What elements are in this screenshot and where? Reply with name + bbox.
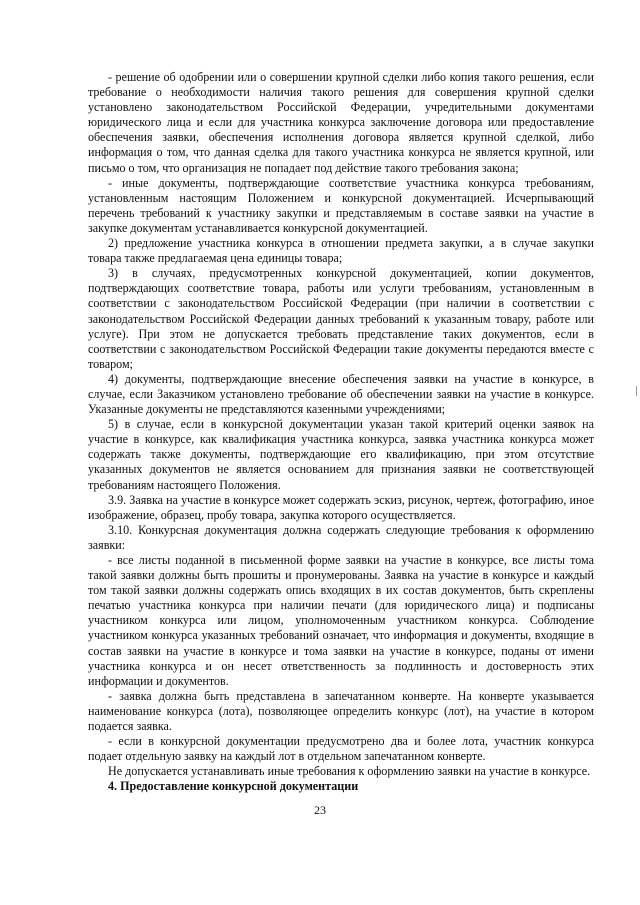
paragraph-item-4: 4) документы, подтверждающие внесение обеспечения заявки на участие в конкурсе, в случае, если Заказчиком установлено требование об обеспечении заявки на участие в конкурсе. Указанные документы не представляются казенными учреждениями; bbox=[88, 371, 594, 417]
page-body bbox=[88, 70, 594, 795]
paragraph-large-transaction: - решение об одобрении или о совершении крупной сделки либо копия такого решения, если требование о необходимости наличия такого решения для совершения крупной сделки установлено законодательством Российской Федерации, учредительными документами юридического лица и если для участника конкурса заключение договора или предоставление обеспечения заявки, обеспечения исполнения договора является крупной сделкой, либо информация о том, что данная сделка для такого участника конкурса не является крупной, или письмо о том, что организация не попадает под действие такого требования закона; bbox=[88, 70, 594, 175]
paragraph-3-9: 3.9. Заявка на участие в конкурсе может содержать эскиз, рисунок, чертеж, фотографию, иное изображение, образец, пробу товара, закупка которого осуществляется. bbox=[88, 492, 594, 522]
page-number: 23 bbox=[314, 803, 326, 817]
paragraph-item-3: 3) в случаях, предусмотренных конкурсной документацией, копии документов, подтверждающих соответствие товара, работы или услуги требованиям, установленным в соответствии с законодательством Российской Федерации (при наличии в соответствии с законодательством Российской Федерации данных требований к указанным товару, работе или услуге). При этом не допускается требовать представление таких документов, если в соответствии с законодательством Российской Федерации такие документы передаются вместе с товаром; bbox=[88, 266, 594, 371]
scan-edge-mark bbox=[636, 386, 637, 396]
paragraph-other-documents: - иные документы, подтверждающие соответствие участника конкурса требованиям, установленным настоящим Положением и конкурсной документацией. Исчерпывающий перечень требований к участнику закупки и представляемым в составе заявки на участие в закупке документам устанавливается конкурсной документацией. bbox=[88, 175, 594, 235]
paragraph-item-5: 5) в случае, если в конкурсной документации указан такой критерий оценки заявок на участие в конкурсе, как квалификация участника конкурса, заявка участника конкурса может содержать также документы, подтверждающие его квалификацию, при этом отсутствие указанных документов не является основанием для признания заявки не соответствующей требованиям настоящего Положения. bbox=[88, 417, 594, 492]
paragraph-3-10: 3.10. Конкурсная документация должна содержать следующие требования к оформлению заявки: bbox=[88, 522, 594, 552]
paragraph-multiple-lots: - если в конкурсной документации предусмотрено два и более лота, участник конкурса подает отдельную заявку на каждый лот в отдельном запечатанном конверте. bbox=[88, 734, 594, 764]
paragraph-no-other-requirements: Не допускается устанавливать иные требования к оформлению заявки на участие в конкурсе. bbox=[108, 764, 591, 779]
section-heading: 4. Предоставление конкурсной документации bbox=[108, 779, 359, 794]
paragraph-sealed-envelope: - заявка должна быть представлена в запечатанном конверте. На конверте указывается наименование конкурса (лота), позволяющее определить конкурс (лот), на участие в котором подается заявка. bbox=[88, 688, 594, 734]
paragraph-sheets-requirement: - все листы поданной в письменной форме заявки на участие в конкурсе, все листы тома такой заявки должны быть прошиты и пронумерованы. Заявка на участие в конкурсе и каждый том такой заявки должны содержать опись входящих в их состав документов, быть скреплены печатью участника конкурса при наличии печати (для юридического лица) и подписаны участником конкурса или лицом, уполномоченным участником конкурса. Соблюдение участником конкурса указанных требований означает, что информация и документы, входящие в состав заявки на участие в конкурсе и тома заявки на участие в конкурсе, поданы от имени участника конкурса и он несет ответственность за подлинность и достоверность этих информации и документов. bbox=[88, 553, 594, 688]
paragraph-item-2: 2) предложение участника конкурса в отношении предмета закупки, а в случае закупки товара также предлагаемая цена единицы товара; bbox=[88, 236, 594, 266]
